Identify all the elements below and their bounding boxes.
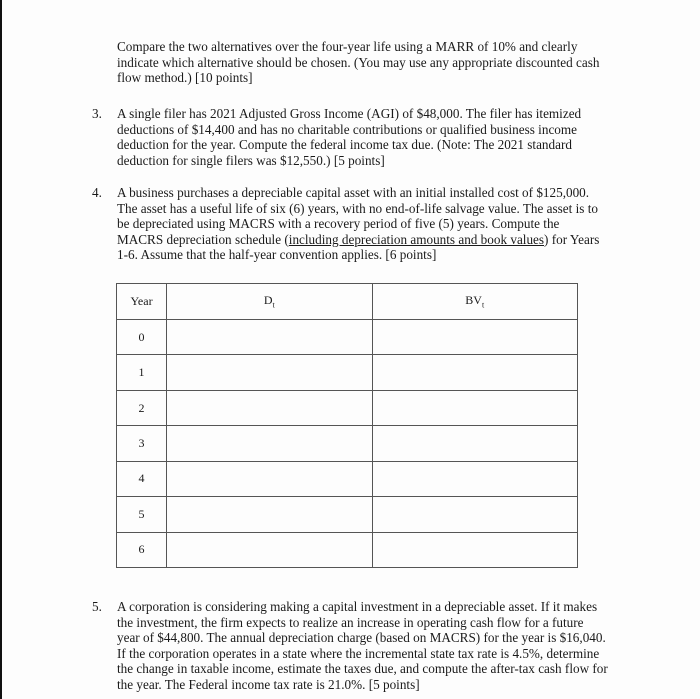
depreciation-cell[interactable]: [167, 355, 372, 390]
table-header-row: [117, 284, 578, 320]
year-cell: 0: [117, 320, 167, 355]
table-row: [117, 426, 578, 461]
depreciation-cell[interactable]: [167, 461, 372, 496]
header-depreciation-subscript: t: [272, 300, 275, 310]
table-row: [117, 355, 578, 390]
header-year: [117, 284, 167, 320]
question-4-underlined-text: including depreciation amounts and book values: [288, 231, 545, 247]
page-edge: [0, 0, 2, 699]
header-year-label: Year: [130, 294, 153, 308]
depreciation-cell[interactable]: [167, 532, 372, 567]
question-4-text-start: A business purchases a depreciable capital asset with an initial installed cost of $125,000. The asset has a useful life of six (6) years, with no end-of-life salvage value. The asset is to be depreciated using MACRS with a recovery period of five (5) years. Compute the MACRS depreciation schedule (: [117, 185, 598, 247]
table-row: [117, 390, 578, 425]
table-row: [117, 461, 578, 496]
depreciation-cell[interactable]: [167, 426, 372, 461]
year-cell: 5: [117, 497, 167, 532]
header-depreciation: [167, 284, 372, 320]
table-row: [117, 532, 578, 567]
question-3-number: 3.: [92, 106, 102, 121]
book-value-cell[interactable]: [372, 390, 578, 425]
year-cell: 6: [117, 532, 167, 567]
header-depreciation-label: D: [263, 293, 273, 308]
depreciation-cell[interactable]: [167, 390, 372, 425]
book-value-cell[interactable]: [372, 320, 578, 355]
question-5-number: 5.: [92, 599, 102, 614]
book-value-cell[interactable]: [372, 426, 578, 461]
question-3-text: A single filer has 2021 Adjusted Gross Income (AGI) of $48,000. The filer has itemized deductions of $14,400 and has no charitable contributions or qualified business income deduction for the year. Compute the federal income tax due. (Note: The 2021 standard deduction for single filers was $12,550.) [5 points]: [117, 106, 582, 168]
question-4-text-end: ) for Years 1-6. Assume that the half-year convention applies. [6 points]: [117, 231, 600, 263]
question-5-text: A corporation is considering making a capital investment in a depreciable asset. If it makes the investment, the firm expects to realize an increase in operating cash flow for a future year of $44,800. The annual depreciation charge (based on MACRS) for the year is $16,040. If the corporation operates in a state where the incremental state tax rate is 4.5%, determine the change in taxable income, estimate the taxes due, and compute the after-tax cash flow for the year. The Federal income tax rate is 21.0%. [5 points]: [117, 599, 608, 692]
depreciation-cell[interactable]: [167, 320, 372, 355]
header-book-value: [372, 284, 578, 320]
intro-paragraph: Compare the two alternatives over the four-year life using a MARR of 10% and clearly indicate which alternative should be chosen. (You may use any appropriate discounted cash flow method.) [10 points]: [117, 39, 600, 86]
depreciation-cell[interactable]: [167, 497, 372, 532]
header-book-value-label: BV: [465, 293, 482, 308]
question-4-text: [117, 185, 607, 263]
year-cell: 1: [117, 355, 167, 390]
header-book-value-subscript: t: [481, 300, 485, 310]
year-cell: 2: [117, 390, 167, 425]
book-value-cell[interactable]: [372, 355, 578, 390]
book-value-cell[interactable]: [372, 461, 578, 496]
year-cell: 3: [117, 426, 167, 461]
book-value-cell[interactable]: [372, 497, 578, 532]
book-value-cell[interactable]: [372, 532, 578, 567]
table-row: [117, 497, 578, 532]
table-row: [117, 320, 578, 355]
macrs-schedule-table: [116, 283, 578, 568]
question-4-number: 4.: [92, 185, 102, 200]
year-cell: 4: [117, 461, 167, 496]
